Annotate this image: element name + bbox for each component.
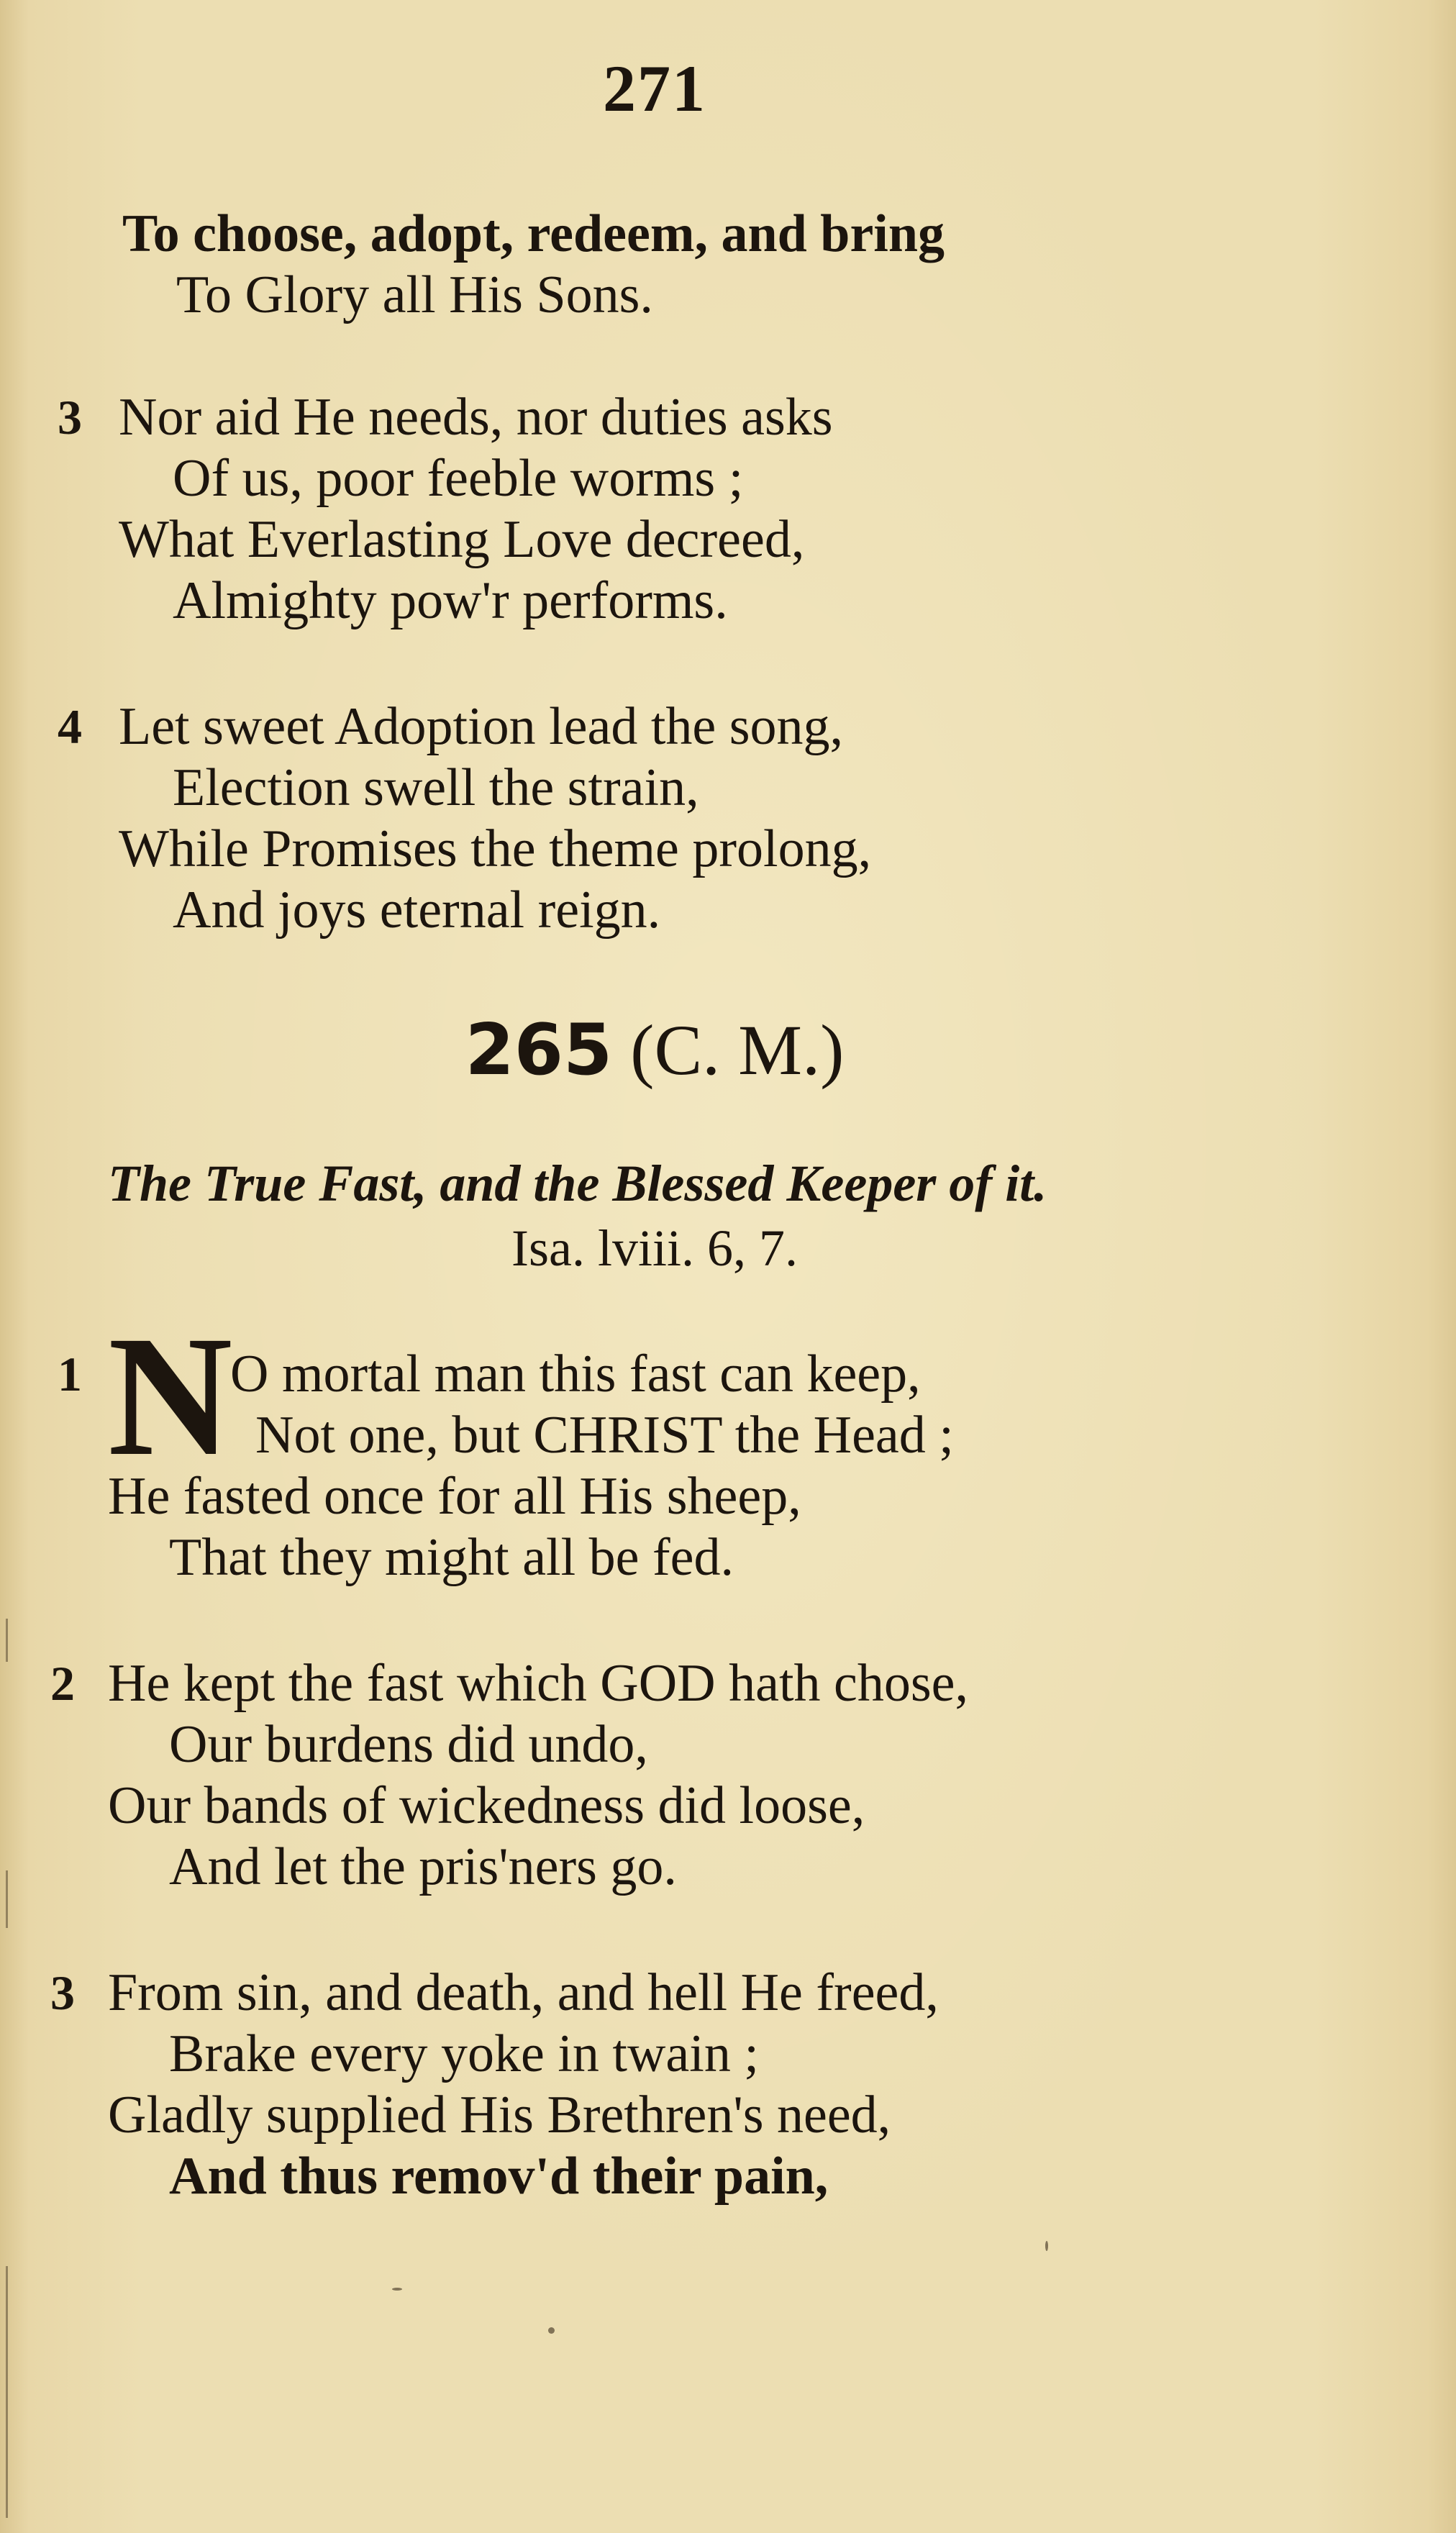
page-number: 271 [603,52,706,125]
verse-line: And joys eternal reign. [173,881,661,940]
verse-line: And let the pris'ners go. [169,1837,677,1896]
verse-line: He kept the fast which GOD hath chose, [108,1654,968,1713]
paper-speck [1045,2241,1048,2251]
margin-mark [6,2266,8,2518]
continuation-line-2: To Glory all His Sons. [176,265,653,324]
verse-line: Not one, but CHRIST the Head ; [255,1406,954,1465]
verse-number: 1 [58,1347,82,1401]
drop-cap: N [108,1327,233,1464]
margin-mark [6,1619,8,1662]
verse-line: O mortal man this fast can keep, [230,1345,921,1404]
verse-line: Let sweet Adoption lead the song, [119,697,844,756]
verse-line: Our burdens did undo, [169,1715,648,1774]
verse-number: 3 [50,1965,75,2020]
verse-line: He fasted once for all His sheep, [108,1467,801,1526]
continuation-line-1: To choose, adopt, redeem, and bring [122,204,945,263]
verse-number: 2 [50,1656,75,1711]
hymn-heading [0,1011,1309,1090]
verse-line: Brake every yoke in twain ; [169,2024,759,2083]
verse-line: Of us, poor feeble worms ; [173,449,744,508]
verse-line: Election swell the strain, [173,758,699,817]
verse-number: 4 [58,699,82,754]
hymn-subtitle: The True Fast, and the Blessed Keeper of it. [108,1155,1047,1212]
verse-number: 3 [58,390,82,445]
verse-line: Gladly supplied His Brethren's need, [108,2086,891,2145]
scripture-reference: Isa. lviii. 6, 7. [511,1219,798,1277]
verse-line: From sin, and death, and hell He freed, [108,1963,939,2022]
hymn-number: 265 [465,1009,613,1091]
paper-speck [548,2327,555,2334]
paper-speck [392,2288,402,2291]
verse-line: Our bands of wickedness did loose, [108,1776,865,1835]
verse-line: What Everlasting Love decreed, [119,510,805,569]
margin-mark [6,1870,8,1928]
verse-line: While Promises the theme prolong, [119,819,872,878]
hymn-meter: (C. M.) [630,1010,845,1090]
verse-line: And thus remov'd their pain, [169,2147,829,2206]
verse-line: Almighty pow'r performs. [173,571,728,630]
verse-line: That they might all be fed. [169,1528,734,1587]
verse-line: Nor aid He needs, nor duties asks [119,388,833,447]
